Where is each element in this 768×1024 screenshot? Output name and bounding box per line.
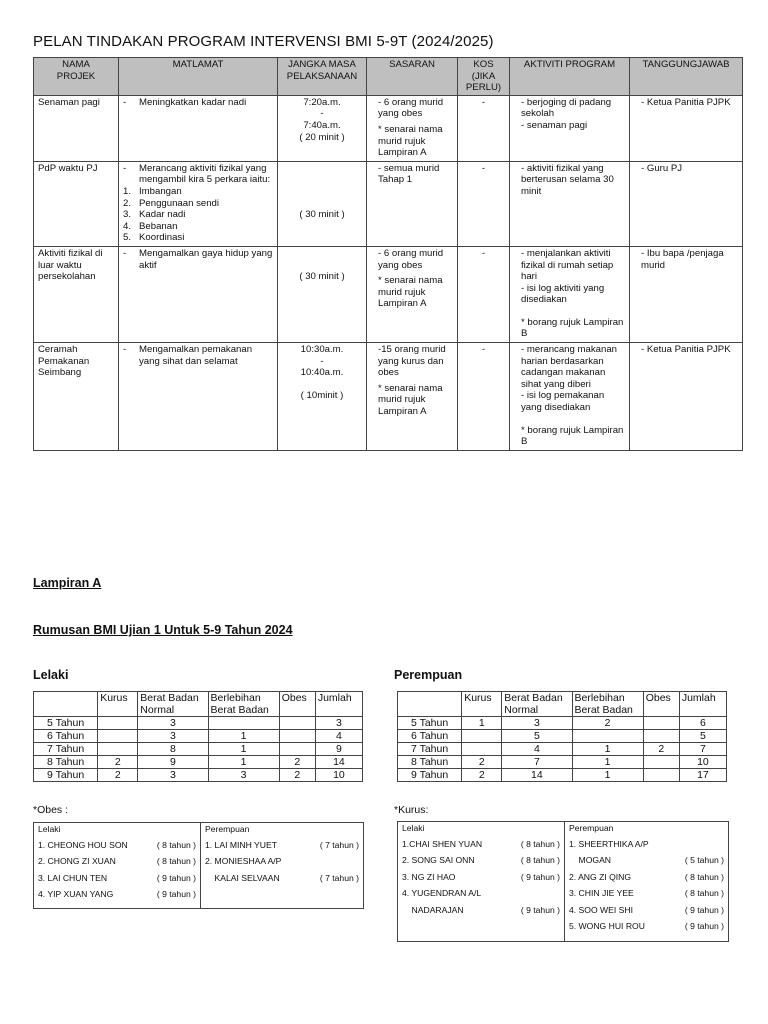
table-row (398, 717, 727, 730)
student-name: 1. SHEERTHIKA A/P (569, 838, 649, 849)
table-row (398, 756, 727, 769)
goal-cell (119, 246, 278, 342)
student-name: 4. SOO WEI SHI (569, 904, 633, 915)
activity-note: * borang rujuk Lampiran B (521, 316, 624, 340)
student-entry (205, 870, 359, 887)
activity-item: - menjalankan aktiviti fizikal di rumah setiap hari (521, 247, 614, 283)
goal-list-item (123, 198, 273, 210)
student-age: ( 7 tahun ) (319, 839, 359, 850)
count-cell: 2 (279, 756, 315, 769)
goal-cell (119, 343, 278, 451)
count-cell: 9 (315, 743, 362, 756)
activity-item: - aktiviti fizikal yang berterusan selama 30 minit (521, 162, 614, 197)
count-cell: 5 (502, 730, 572, 743)
student-entry (569, 919, 724, 936)
obese-student-list (33, 822, 364, 909)
count-cell: 2 (279, 769, 315, 782)
student-name: 3. NG ZI HAO (402, 871, 456, 882)
student-name: 2. MONIESHAA A/P (205, 856, 282, 867)
student-name: 1.CHAI SHEN YUAN (402, 838, 483, 849)
column-header: JANGKA MASA PELAKSANAAN (278, 58, 367, 96)
goal-list-item (123, 186, 273, 198)
student-entry (402, 869, 560, 886)
goal-item-text: Koordinasi (139, 232, 185, 244)
column-header: Kurus (462, 692, 502, 717)
column-header: Berat Badan Normal (138, 692, 208, 717)
count-cell: 1 (462, 717, 502, 730)
column-header (34, 692, 98, 717)
target-note: * senarai nama murid rujuk Lampiran A (378, 123, 443, 159)
target-note: * senarai nama murid rujuk Lampiran A (378, 275, 443, 310)
table-header-row (398, 692, 727, 717)
student-name: 4. YIP XUAN YANG (38, 889, 114, 900)
column-header (398, 692, 462, 717)
goal-bullet: - (123, 344, 127, 356)
count-cell: 14 (315, 756, 362, 769)
age-group-cell: 9 Tahun (34, 769, 98, 782)
column-header: Obes (643, 692, 679, 717)
student-name: 1. LAI MINH YUET (205, 839, 277, 850)
time-value: 7:40a.m. (303, 119, 341, 131)
table-row (34, 717, 363, 730)
project-name-cell (34, 95, 119, 161)
goal-cell (119, 161, 278, 246)
count-cell: 2 (643, 743, 679, 756)
responsibility-text: - Ketua Panitia PJPK (641, 96, 731, 108)
activity-item: - berjoging di padang sekolah (521, 96, 612, 120)
male-heading: Lelaki (33, 668, 69, 682)
appendix-heading: Lampiran A (33, 576, 102, 590)
goal-item-text: Penggunaan sendi (139, 197, 220, 209)
target-cell (367, 246, 458, 342)
count-cell: 9 (138, 756, 208, 769)
column-header: Kurus (98, 692, 138, 717)
student-name: 1. CHEONG HOU SON (38, 839, 128, 850)
project-name: PdP waktu PJ (38, 162, 98, 174)
count-cell (279, 717, 315, 730)
count-cell (643, 769, 679, 782)
count-cell: 7 (502, 756, 572, 769)
cost-value: - (481, 344, 486, 356)
student-entry (569, 869, 724, 886)
time-value: 10:30a.m. (300, 344, 344, 356)
count-cell (643, 756, 679, 769)
student-age: ( 9 tahun ) (520, 904, 560, 915)
obese-label: *Obes : (33, 804, 69, 816)
target-note: * senarai nama murid rujuk Lampiran A (378, 382, 443, 418)
student-entry (569, 886, 724, 903)
student-age: ( 9 tahun ) (156, 889, 196, 900)
project-name: Aktiviti fizikal di luar waktu persekolahan (38, 247, 103, 283)
count-cell (462, 730, 502, 743)
age-group-cell: 6 Tahun (398, 730, 462, 743)
document-title: PELAN TINDAKAN PROGRAM INTERVENSI BMI 5-9T (2024/2025) (33, 33, 494, 50)
activity-item: - merancang makanan harian berdasarkan cadangan makanan sihat yang diberi (521, 344, 617, 390)
activity-note: * borang rujuk Lampiran B (521, 424, 624, 448)
student-entry (402, 836, 560, 853)
goal-item-number: 4. (123, 220, 132, 232)
column-header: KOS (JIKA PERLU) (458, 58, 510, 96)
count-cell: 1 (208, 743, 279, 756)
student-age: ( 8 tahun ) (520, 838, 560, 849)
count-cell: 1 (208, 730, 279, 743)
list-heading: Lelaki (38, 824, 61, 834)
count-cell: 17 (679, 769, 726, 782)
target-text: -15 orang murid yang kurus dan obes (378, 344, 446, 379)
cost-cell (458, 246, 510, 342)
student-age: ( 9 tahun ) (684, 921, 724, 932)
count-cell: 3 (208, 769, 279, 782)
age-group-cell: 7 Tahun (34, 743, 98, 756)
count-cell: 3 (138, 717, 208, 730)
table-row (34, 730, 363, 743)
target-cell (367, 343, 458, 451)
goal-list-item (123, 221, 273, 233)
cost-cell (458, 95, 510, 161)
count-cell: 8 (138, 743, 208, 756)
student-age: ( 8 tahun ) (156, 856, 196, 867)
activity-cell (510, 343, 630, 451)
table-row (34, 743, 363, 756)
count-cell: 4 (315, 730, 362, 743)
goal-text: Merancang aktiviti fizikal yang mengambil kira 5 perkara iaitu: (139, 162, 271, 186)
count-cell: 10 (679, 756, 726, 769)
goal-line (123, 163, 273, 186)
student-entry (38, 870, 196, 887)
female-heading: Perempuan (394, 668, 463, 682)
student-entry (569, 902, 724, 919)
target-text: - 6 orang murid yang obes (378, 247, 444, 271)
student-name: 5. WONG HUI ROU (569, 921, 645, 932)
student-age: ( 9 tahun ) (520, 871, 560, 882)
student-age: ( 9 tahun ) (156, 872, 196, 883)
count-cell: 1 (572, 769, 643, 782)
underweight-student-list (397, 821, 729, 942)
target-cell (367, 95, 458, 161)
count-cell (643, 717, 679, 730)
goal-item-text: Bebanan (139, 220, 178, 232)
student-entry (38, 854, 196, 871)
age-group-cell: 9 Tahun (398, 769, 462, 782)
count-cell: 2 (572, 717, 643, 730)
table-row (398, 743, 727, 756)
count-cell (98, 743, 138, 756)
goal-line (123, 248, 273, 271)
goal-cell (119, 95, 278, 161)
time-value: 7:20a.m. (303, 96, 341, 108)
goal-item-number: 5. (123, 232, 132, 244)
count-cell (98, 730, 138, 743)
student-entry (569, 836, 724, 853)
student-name: NADARAJAN (402, 904, 464, 915)
age-group-cell: 5 Tahun (34, 717, 98, 730)
column-header: Berat Badan Normal (502, 692, 572, 717)
count-cell: 6 (679, 717, 726, 730)
count-cell: 1 (572, 743, 643, 756)
student-entry (38, 837, 196, 854)
student-name: 2. SONG SAI ONN (402, 855, 475, 866)
column-header: Jumlah (315, 692, 362, 717)
male-bmi-table (33, 691, 363, 782)
student-age: ( 9 tahun ) (684, 904, 724, 915)
count-cell: 2 (98, 756, 138, 769)
student-age: ( 5 tahun ) (684, 855, 724, 866)
summary-heading: Rumusan BMI Ujian 1 Untuk 5-9 Tahun 2024 (33, 623, 293, 637)
count-cell: 1 (572, 756, 643, 769)
goal-item-number: 1. (123, 185, 132, 197)
student-entry (38, 887, 196, 904)
responsibility-text: - Guru PJ (641, 162, 683, 174)
project-name-cell (34, 343, 119, 451)
count-cell: 3 (502, 717, 572, 730)
time-cell (278, 246, 367, 342)
project-name-cell (34, 161, 119, 246)
student-name: 4. YUGENDRAN A/L (402, 888, 482, 899)
cost-value: - (481, 96, 486, 108)
column-header: Berlebihan Berat Badan (208, 692, 279, 717)
goal-list-item (123, 209, 273, 221)
count-cell: 5 (679, 730, 726, 743)
age-group-cell: 5 Tahun (398, 717, 462, 730)
column-header: SASARAN (367, 58, 458, 96)
table-row (398, 730, 727, 743)
age-group-cell: 6 Tahun (34, 730, 98, 743)
female-list (200, 823, 363, 908)
goal-item-text: Imbangan (139, 185, 182, 197)
underweight-label: *Kurus: (394, 804, 429, 816)
activity-cell (510, 95, 630, 161)
list-heading: Lelaki (402, 823, 425, 833)
student-name: MOGAN (569, 855, 612, 866)
student-age: ( 7 tahun ) (319, 872, 359, 883)
count-cell (98, 717, 138, 730)
female-bmi-table (397, 691, 727, 782)
student-entry (205, 837, 359, 854)
table-row (34, 95, 743, 161)
age-group-cell: 7 Tahun (398, 743, 462, 756)
column-header: Jumlah (679, 692, 726, 717)
time-value: ( 10minit ) (300, 389, 344, 401)
count-cell (462, 743, 502, 756)
student-age: ( 8 tahun ) (684, 871, 724, 882)
goal-item-text: Kadar nadi (139, 209, 186, 221)
count-cell: 14 (502, 769, 572, 782)
student-age: ( 8 tahun ) (156, 839, 196, 850)
goal-line (123, 344, 273, 367)
time-cell (278, 95, 367, 161)
activity-item: - senaman pagi (521, 119, 588, 131)
student-name: 3. CHIN JIE YEE (569, 888, 634, 899)
count-cell (643, 730, 679, 743)
column-header: Berlebihan Berat Badan (572, 692, 643, 717)
count-cell: 2 (462, 769, 502, 782)
goal-list-item (123, 232, 273, 244)
time-cell (278, 343, 367, 451)
count-cell: 3 (315, 717, 362, 730)
time-cell (278, 161, 367, 246)
activity-cell (510, 246, 630, 342)
student-name: 3. LAI CHUN TEN (38, 872, 108, 883)
table-row (34, 756, 363, 769)
column-header: TANGGUNGJAWAB (630, 58, 743, 96)
count-cell: 2 (98, 769, 138, 782)
cost-cell (458, 161, 510, 246)
goal-item-number: 3. (123, 209, 132, 221)
goal-text: Meningkatkan kadar nadi (139, 96, 247, 108)
female-list (564, 822, 728, 941)
count-cell (279, 730, 315, 743)
time-value: - (320, 108, 324, 120)
responsibility-text: - Ibu bapa /penjaga murid (641, 247, 724, 271)
count-cell: 3 (138, 769, 208, 782)
column-header: AKTIVITI PROGRAM (510, 58, 630, 96)
list-heading: Perempuan (205, 824, 250, 834)
student-age: ( 8 tahun ) (520, 855, 560, 866)
student-name: 2. CHONG ZI XUAN (38, 856, 116, 867)
count-cell: 10 (315, 769, 362, 782)
column-header: MATLAMAT (119, 58, 278, 96)
age-group-cell: 8 Tahun (34, 756, 98, 769)
student-name: 2. ANG ZI QING (569, 871, 632, 882)
time-value: - (320, 355, 324, 367)
target-text: - semua murid Tahap 1 (378, 162, 440, 186)
cost-cell (458, 343, 510, 451)
goal-text: Mengamalkan gaya hidup yang aktif (139, 247, 273, 271)
action-plan-table (33, 57, 743, 451)
goal-bullet: - (123, 247, 127, 259)
student-entry (402, 902, 560, 919)
student-entry (402, 853, 560, 870)
table-row (34, 769, 363, 782)
cost-value: - (481, 247, 486, 259)
goal-bullet: - (123, 96, 127, 108)
project-name: Ceramah Pemakanan Seimbang (38, 344, 90, 379)
responsibility-text: - Ketua Panitia PJPK (641, 344, 731, 356)
column-header: NAMA PROJEK (34, 58, 119, 96)
goal-item-number: 2. (123, 197, 132, 209)
table-row (398, 769, 727, 782)
student-name: KALAI SELVAAN (205, 872, 280, 883)
responsibility-cell (630, 161, 743, 246)
count-cell: 2 (462, 756, 502, 769)
target-text: - 6 orang murid yang obes (378, 96, 444, 120)
activity-item: - isi log aktiviti yang disediakan (521, 282, 605, 306)
activity-cell (510, 161, 630, 246)
project-name-cell (34, 246, 119, 342)
student-age: ( 8 tahun ) (684, 888, 724, 899)
count-cell: 7 (679, 743, 726, 756)
male-list (34, 823, 200, 908)
student-entry (402, 886, 560, 903)
count-cell: 1 (208, 756, 279, 769)
count-cell (572, 730, 643, 743)
count-cell (208, 717, 279, 730)
target-cell (367, 161, 458, 246)
list-heading: Perempuan (569, 823, 614, 833)
count-cell: 4 (502, 743, 572, 756)
time-value: ( 30 minit ) (299, 208, 345, 220)
column-header: Obes (279, 692, 315, 717)
male-list (398, 822, 564, 941)
count-cell (279, 743, 315, 756)
table-row (34, 343, 743, 451)
time-value: 10:40a.m. (300, 367, 344, 379)
table-row (34, 161, 743, 246)
table-row (34, 246, 743, 342)
goal-text: Mengamalkan pemakanan yang sihat dan selamat (139, 344, 253, 367)
activity-item: - isi log pemakanan yang disediakan (521, 390, 605, 414)
goal-line (123, 97, 273, 109)
age-group-cell: 8 Tahun (398, 756, 462, 769)
student-entry (205, 854, 359, 871)
time-value: ( 20 minit ) (299, 131, 345, 143)
responsibility-cell (630, 95, 743, 161)
student-entry (569, 853, 724, 870)
table-header-row (34, 58, 743, 96)
goal-bullet: - (123, 162, 127, 174)
time-value: ( 30 minit ) (299, 270, 345, 282)
responsibility-cell (630, 246, 743, 342)
responsibility-cell (630, 343, 743, 451)
count-cell: 3 (138, 730, 208, 743)
cost-value: - (481, 162, 486, 174)
table-header-row (34, 692, 363, 717)
project-name: Senaman pagi (38, 96, 100, 108)
